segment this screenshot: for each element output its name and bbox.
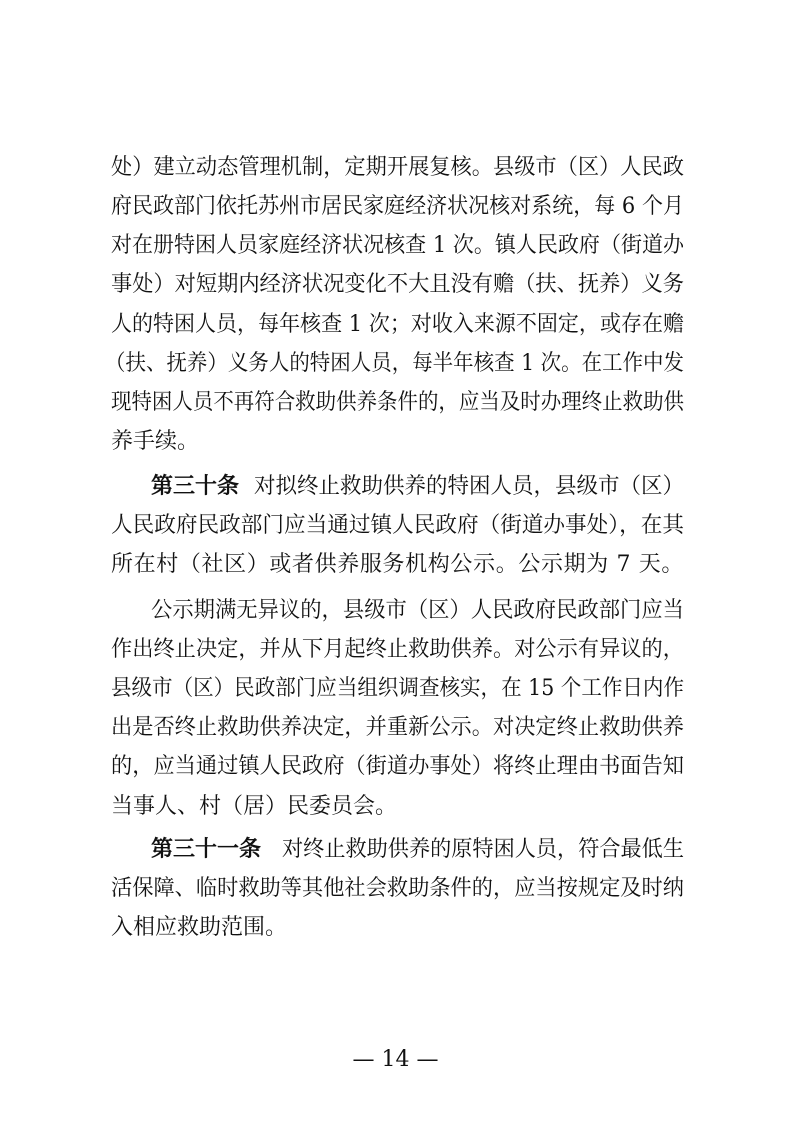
paragraph-line bbox=[0, 192, 791, 222]
paragraph-line bbox=[0, 752, 791, 782]
page-number: — 14 — bbox=[352, 1047, 439, 1072]
paragraph-line bbox=[0, 874, 791, 904]
paragraph-line bbox=[0, 427, 791, 457]
article-first-line bbox=[0, 472, 791, 502]
paragraph-line bbox=[0, 349, 791, 379]
line-text: 人的特困人员，每年核查 1 次；对收入来源不固定，或存在赡 bbox=[111, 312, 684, 337]
paragraph-line bbox=[0, 310, 791, 340]
paragraph-line bbox=[0, 596, 791, 626]
paragraph-line bbox=[0, 388, 791, 418]
line-text: 的，应当通过镇人民政府（街道办事处）将终止理由书面告知 bbox=[111, 754, 684, 779]
paragraph-line bbox=[0, 511, 791, 541]
line-text: 处）建立动态管理机制，定期开展复核。县级市（区）人民政 bbox=[111, 155, 684, 180]
line-text: 公示期满无异议的，县级市（区）人民政府民政部门应当 bbox=[151, 598, 685, 623]
article-first-line bbox=[0, 835, 791, 865]
line-text: 对终止救助供养的原特困人员，符合最低生 bbox=[282, 837, 685, 862]
paragraph-line bbox=[0, 550, 791, 580]
line-text: 县级市（区）民政部门应当组织调查核实，在 15 个工作日内作 bbox=[111, 676, 684, 701]
line-text: 所在村（社区）或者供养服务机构公示。公示期为 7 天。 bbox=[111, 552, 685, 577]
line-text: 府民政部门依托苏州市居民家庭经济状况核对系统，每 6 个月 bbox=[111, 194, 684, 219]
line-text: 事处）对短期内经济状况变化不大且没有赡（扶、抚养）义务 bbox=[111, 272, 684, 297]
line-text: 对拟终止救助供养的特困人员，县级市（区） bbox=[254, 474, 684, 499]
paragraph-line bbox=[0, 270, 791, 300]
line-text: （扶、抚养）义务人的特困人员，每半年核查 1 次。在工作中发 bbox=[105, 351, 685, 376]
line-text: 出是否终止救助供养决定，并重新公示。对决定终止救助供养 bbox=[111, 715, 684, 740]
paragraph-line bbox=[0, 913, 791, 943]
paragraph-line bbox=[0, 792, 791, 822]
line-text: 人民政府民政部门应当通过镇人民政府（街道办事处），在其 bbox=[111, 513, 684, 538]
line-text: 当事人、村（居）民委员会。 bbox=[111, 794, 398, 819]
paragraph-line bbox=[0, 231, 791, 261]
line-text: 养手续。 bbox=[111, 429, 200, 454]
line-text: 现特困人员不再符合救助供养条件的，应当及时办理终止救助供 bbox=[111, 390, 685, 415]
line-text: 活保障、临时救助等其他社会救助条件的，应当按规定及时纳 bbox=[111, 876, 684, 901]
paragraph-line bbox=[0, 674, 791, 704]
line-text: 入相应救助范围。 bbox=[111, 915, 288, 940]
line-text: 对在册特困人员家庭经济状况核查 1 次。镇人民政府（街道办 bbox=[111, 233, 684, 258]
paragraph-line bbox=[0, 713, 791, 743]
article-heading: 第三十一条 bbox=[151, 837, 262, 862]
paragraph-line bbox=[0, 635, 791, 665]
article-heading: 第三十条 bbox=[151, 474, 240, 499]
paragraph-line bbox=[0, 153, 791, 183]
line-text: 作出终止决定，并从下月起终止救助供养。对公示有异议的， bbox=[111, 637, 684, 662]
